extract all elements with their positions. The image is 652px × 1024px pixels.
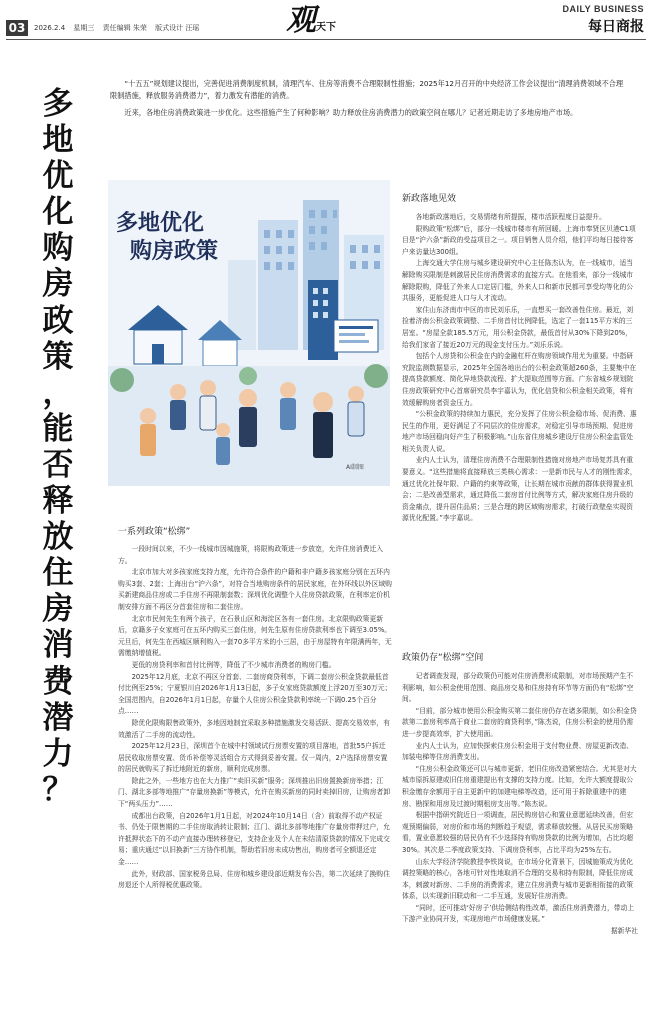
section-subheading: 新政落地见效 [402,194,457,204]
page-header [0,0,652,40]
headline-char: ？ [42,771,74,808]
headline-char: 放 [42,519,74,556]
illustration-credit: AI制图 [346,464,364,471]
headline-char: 否 [42,446,74,483]
left-column-body [118,544,392,892]
body-paragraph: “目前，部分城市使用公积金购买第二套住房仍存在诸多限制，如公积金贷款第二套房利率高于商业二套房的商贷利率，”陈杰说，住房公积金的使用仍需进一步提高效率，扩大使用面。 [402,706,637,738]
headline-char: 策 [42,338,74,375]
headline-char: 地 [42,122,74,159]
lead-paragraph: “十五五”规划建议提出，完善促进消费制度机制，清理汽车、住房等消费不合理限制性措施；2025年12月召开的中央经济工作会议提出“清理消费领域不合理限制措施，释放服务消费潜力”，着力激发有潜能的消费。 [110,79,624,101]
headline-char: 化 [42,194,74,231]
illustration-title-line1: 多地优化 [116,211,205,236]
body-paragraph: 北京市民何先生有两个孩子，在石景山区和海淀区各有一套住房。北京限购政策更新后，京籍多子女家庭可在五环内购买三套住房，何先生原有住房贷款利率也下调至3.05%。元旦后，何先生在西城区顺利购入一套70多平方米的小三居，由于房屋特有年限满两年，无需缴纳增值税。 [118,614,392,658]
section-subheading: 一系列政策“松绑” [118,527,191,537]
masthead-english: DAILY BUSINESS [562,4,644,14]
headline-char: 消 [42,627,74,664]
page-number: 03 [6,20,28,36]
headline-char: 房 [42,266,74,303]
header-meta [34,23,205,33]
body-paragraph: 山东大学经济学院教授李铁岗说，在市场分化背景下，因城施策成为优化调控策略的核心，各地可针对性地取消不合理的交易和持有限制，降低住房成本，刺激对新房、二手房的消费需求，建立住房消费与城市更新相衔接的政策体系，以实现新旧联动和一二手互通，发展好住房消费。 [402,857,634,901]
section-logo-sub: 天下 [316,22,336,33]
body-paragraph: 一段时间以来，不少一线城市因城施策，将限购政策进一步放宽，允许住房消费迁入方。 [118,545,384,565]
headline-char: 多 [42,86,74,122]
lead-paragraph: 近来，各地住房消费政策进一步优化。这些措施产生了何种影响？助力释放住房消费潜力的政策空间在哪儿？记者近期走访了多地房地产市场。 [124,107,578,117]
body-paragraph: 更低的房贷利率和首付比例等，降低了不少城市消费者的购房门槛。 [131,660,336,669]
illustration-title-line2: 购房政策 [130,239,219,264]
body-paragraph: 业内人士认为，应加快探索住房公积金用于支付物业费、房屋更新改造、加装电梯等住房消费支出。 [402,741,634,762]
main-headline [38,86,78,808]
headline-char: 购 [42,230,74,267]
headline-char: 优 [42,158,74,195]
headline-char: 能 [42,410,74,447]
body-paragraph: 此外，财政部、国家税务总局、住房和城乡建设部近期发布公告，第二次延续了换购住房退还个人所得税优惠政策。 [118,869,390,890]
body-paragraph: “公积金政策的持续加力惠民，充分发挥了住房公积金稳市场、促消费、惠民生的作用，更好满足了不同层次的住房需求，对稳定引导市场预期、促进房地产市场回稳向好产生了积极影响。”山东省住房城乡建设厅住房公积金监管处相关负责人说。 [402,410,637,453]
headline-char: 费 [42,663,74,700]
body-paragraph: 限购政策“松绑”后，部分一线城市楼市有所回暖。上海市奉贤区贝港C1项目是“沪六条”新政的受益项目之一。项目销售人员介绍，他们平均每日接待客户来访量达300组。 [402,224,636,256]
article-lead [110,78,630,123]
byline: 据新华社 [610,927,638,936]
issue-date: 2026.2.4 [34,24,66,32]
body-paragraph: 成都出台政策，自2026年1月1日起，对2024年10月14日（含）前取得不动产权证书、仍处于限售期的二手住房取消转让限制；江门、湖北多部等地推广存量房带押过户，允许抵押状态下的不动产直接办理转移登记，支持企业及个人在未结清原贷款的情况下完成交易；重庆通过“以旧换新”三方协作机制，帮助若旧房未成功售出，购房者可全额退还定金…… [118,811,390,867]
headline-char: 潜 [42,699,74,736]
headline-char: 力 [42,735,74,772]
body-paragraph: 业内人士认为，清理住房消费不合理限制性措施对房地产市场复苏具有重要意义。“这些措施将直接释放三类核心需求：一是新市民与人才的刚性需求，通过优化社保年限、户籍的约束等政策，让长期在城市贡献的群体获得置业机会；二是改善型需求，通过降低二套房首付比例等方式，解决家庭住房升级的资金痛点，提升居住品质；三是合理的跨区域购房需求，打破行政壁垒实现资源优化配置。”李宇嘉说。 [402,456,637,523]
ai-illustration [108,180,390,486]
body-paragraph: 家住山东济南市中区的市民刘乐乐，一直想买一套改善性住房。最近，刘捡着济南公积金政策调整、二手房首付比例降低，选定了一套115平方米的三居室。“房屋全款185.5万元，用公积金贷款，最低首付从30%下降到20%，给我们家省了接近20万元的现金支付压力。”刘乐乐说。 [402,305,634,349]
body-paragraph: 除优化限购限售政策外，多地因地制宜采取多种措施激发交易活跃、提高交易效率，有效激活了二手房的流动性。 [118,718,390,739]
headline-char: 释 [42,483,74,520]
body-paragraph: 记者调查发现，部分政策仍可能对住房消费形成限制，对市场预期产生不利影响，如公积金使用范围、商品房交易和住房持有环节等方面仍有“松绑”空间。 [402,672,634,704]
section-logo-char: 观 [286,3,316,38]
designer-credit: 版式设计 汪瑶 [155,24,200,32]
headline-char: 政 [42,302,74,339]
right-column-body-bottom [402,671,638,938]
right-column-body-top [402,212,638,525]
body-paragraph: 根据中指研究院近日一项调查，居民购房信心和置业意愿延续改善，但宏观预期偏弱，对房价和市场的判断趋于观望，需求释放较慢。从居民买房策略看，置业意愿较强的居民仍有不少选择持有购房贷款的比例为增加，占比均超30%。其次是二季度政策支持、下调房贷利率，占比平均为25%左右。 [402,811,634,854]
body-paragraph: “同时，还可推动‘好房子’供给侧结构性改革，激活住房消费潜力，带动上下游产业协同开发，实现房地产市场健康发展。” [402,903,635,924]
body-paragraph: 2025年12月23日，深圳首个在城中村领域试行房票安置的项目落地，首批55户拆迁居民收取房票安置、货币补偿等灵活组合方式得到妥善安置。仅一周内，2户选择房票安置的居民就购买了拆迁地附近的新房，顺利完成房票。 [118,742,388,774]
editor-credit: 责任编辑 朱荣 [102,24,147,32]
body-paragraph: 上海交通大学住房与城乡建设研究中心主任陈杰认为，在一线城市，适当解除购买限制是刺激居民住房消费需求的直接方式。在他看来，部分一线城市解除限购，降低了外来人口定居门槛，外来人口和新市民都可享受均等化的公共服务，更能促进人口与人才流动。 [402,259,634,303]
body-paragraph: 2025年12月底，北京不再区分首套、二套房商贷利率，下调二套房公积金贷款最低首付比例至25%；宁夏银川自2026年1月13日起，多子女家庭贷款额度上浮20万至30万元；全国范围内，自2026年1月1日起，存量个人住房公积金贷款利率统一下调0.25个百分点…… [118,672,392,716]
headline-char: 住 [42,555,74,592]
illustration-title [116,210,218,266]
body-paragraph: 北京市加大对多孩家庭支持力度，允许符合条件的户籍和非户籍多孩家庭分别在五环内购买3套、2套；上海出台“沪六条”，对符合当地购房条件的居民家庭，在外环线以外区域购买新建商品住房或二手住房不再限制套数；深圳优化调整个人住房贷款政策，在利率定价机制安排方面不再区分首套住房和二套住房。 [118,568,392,611]
headline-char: ， [42,374,74,411]
body-paragraph: “住房公积金政策还可以与城市更新、老旧住房改造紧密结合。尤其是对大城市原拆原建或旧住房重建提出有支撑的支持力度。比如，允许大额度提取公积金缴存余额用于自主更新中的加建电梯等改造，还可用于拆除重建中的建房、勘探和用房及过渡时期租房支出等。”陈杰说。 [402,764,637,808]
headline-char: 房 [42,591,74,628]
section-subheading: 政策仍存“松绑”空间 [402,653,484,663]
masthead [562,4,644,36]
body-paragraph: 各地新政落地后，交易情绪有所提振，楼市活跃程度日益提升。 [415,213,606,221]
body-paragraph: 除此之外，一些地方也在大力推广“卖旧买新”服务；深圳推出旧房置换新房举措；江门、湖北多部等地推广“存量房换新”等模式，允许在购买新房的同时卖掉旧房，让购房者卸下“两头压力”…… [118,776,391,809]
body-paragraph: 包括个人房贷和公积金在内的金融杠杆在购房领域作用尤为重要。中指研究院监测数据显示，2025年全国各地出台的公积金政策超260条，主要集中在提高贷款额度、简化异地贷款流程、扩大提取范围等方面。广东省城乡规划院住房政策研究中心首席研究员李宇嘉认为，优化信贷和公积金相关政策，将有效缓解购房者资金压力。 [402,352,637,407]
issue-weekday: 星期三 [73,24,95,32]
section-logo [286,4,366,38]
header-divider [6,39,646,40]
masthead-chinese: 每日商报 [588,19,644,35]
